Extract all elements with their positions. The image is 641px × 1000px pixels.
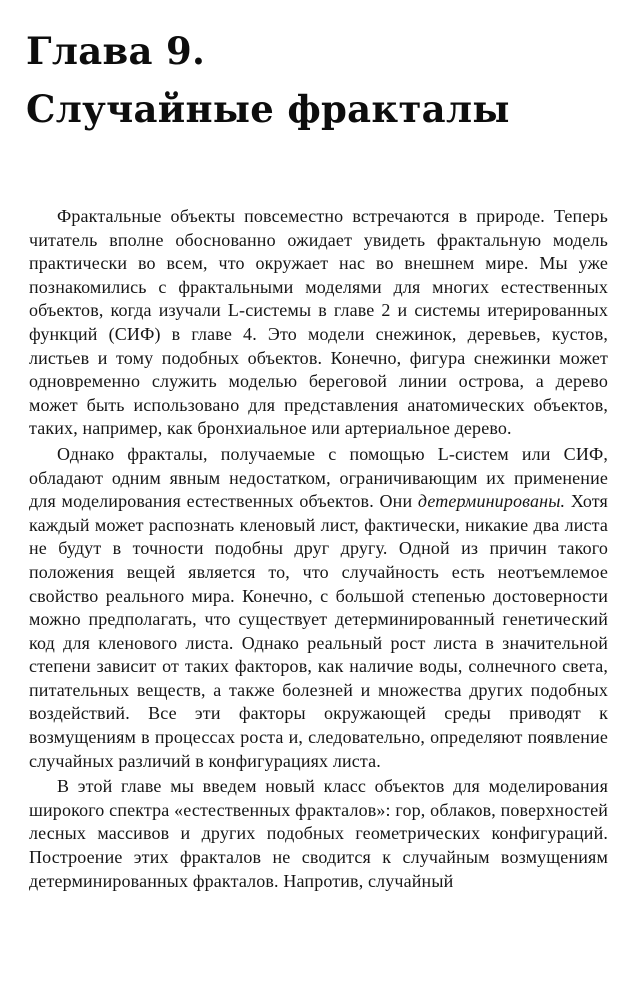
chapter-heading <box>26 22 626 138</box>
emphasized-term: детерминированы. <box>417 491 566 512</box>
chapter-label: Глава 9. <box>26 29 206 73</box>
chapter-body <box>29 205 608 895</box>
paragraph-deterministic-drawback <box>29 443 608 773</box>
paragraph-text-after-emphasis: Хотя каждый может распознать кленовый лист, фактически, никакие два листа не будут в точности подобны друг другу. Одной из причин такого положения вещей является то, что случайность есть неотъемлемое свойство реального мира. Конечно, с большой степенью достоверности можно предполагать, что существует детерминированный генетический код для кленового листа. Однако реальный рост листа в значительной степени зависит от таких факторов, как наличие воды, солнечного света, питательных веществ, а также болезней и множества других подобных воздействий. Все эти факторы окружающей среды приводят к возмущениям в процессах роста и, следовательно, определяют появление случайных различий в конфигурациях листа. <box>29 491 608 771</box>
paragraph-chapter-overview: В этой главе мы введем новый класс объектов для моделирования широкого спектра «естественных фракталов»: гор, облаков, поверхностей лесных массивов и других подобных геометрических конфигураций. Построение этих фракталов не сводится к случайным возмущениям детерминированных фракталов. Напротив, случайный <box>29 776 608 891</box>
chapter-title: Случайные фракталы <box>26 87 510 131</box>
paragraph-intro: Фрактальные объекты повсеместно встречаются в природе. Теперь читатель вполне обоснованно ожидает увидеть фрактальную модель практически во всем, что окружает нас во внешнем мире. Мы уже познакомились с фрактальными моделями для многих естественных объектов, когда изучали L-системы в главе 2 и системы итерированных функций (СИФ) в главе 4. Это модели снежинок, деревьев, кустов, листьев и тому подобных объектов. Конечно, фигура снежинки может одновременно служить моделью береговой линии острова, а дерево может быть использовано для представления анатомических объектов, таких, например, как бронхиальное или артериальное дерево. <box>29 206 608 439</box>
paragraph-text-before-emphasis: Однако фракталы, получаемые с помощью L-систем или СИФ, обладают одним явным недостатком, ограничивающим их применение для моделирования естественных объектов. Они <box>29 443 608 512</box>
